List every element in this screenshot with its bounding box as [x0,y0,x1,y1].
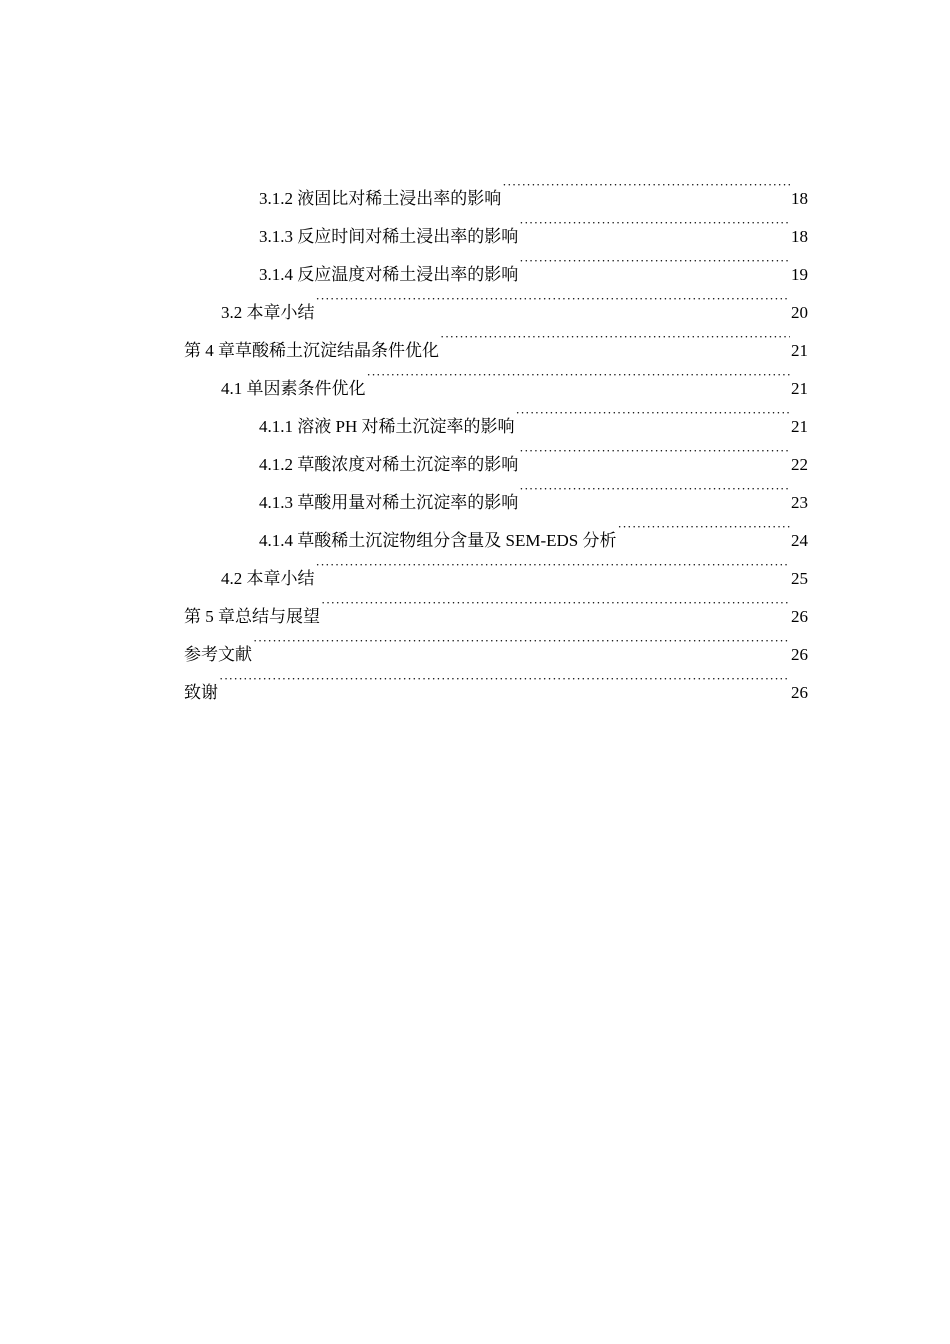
toc-entry[interactable] [184,660,808,702]
toc-entry-title: 3.1.4 反应温度对稀土浸出率的影响 [259,265,519,284]
toc-dot-leader [253,622,790,660]
toc-entry-page: 21 [791,341,808,360]
toc-entry-page: 21 [791,417,808,436]
toc-dot-leader [316,546,791,584]
toc-entry[interactable] [184,166,808,208]
toc-dot-leader [321,584,790,622]
toc-entry-page: 21 [791,379,808,398]
toc-entry-title: 参考文献 [184,645,252,664]
toc-dot-leader [440,318,790,356]
toc-entry-page: 19 [791,265,808,284]
toc-dot-leader [316,280,791,318]
toc-dot-leader [519,470,790,508]
toc-entry-title: 4.1.4 草酸稀土沉淀物组分含量及 SEM-EDS 分析 [259,531,617,550]
toc-dot-leader [219,660,790,698]
toc-dot-leader [519,432,790,470]
toc-entry-page: 20 [791,303,808,322]
toc-entry[interactable] [184,622,808,664]
toc-entry-title: 4.1 单因素条件优化 [221,379,366,398]
toc-entry-page: 26 [791,683,808,702]
toc-entry-title: 第 5 章总结与展望 [184,607,320,626]
table-of-contents [184,166,808,702]
toc-entry-title: 3.1.2 液固比对稀土浸出率的影响 [259,189,502,208]
toc-entry-page: 25 [791,569,808,588]
toc-entry-title: 致谢 [184,683,218,702]
toc-dot-leader [502,166,790,204]
toc-entry-title: 4.1.3 草酸用量对稀土沉淀率的影响 [259,493,519,512]
toc-entry-page: 26 [791,645,808,664]
toc-entry-title: 4.2 本章小结 [221,569,315,588]
toc-dot-leader [515,394,790,432]
toc-dot-leader [519,204,790,242]
toc-dot-leader [617,508,790,546]
toc-entry-page: 26 [791,607,808,626]
toc-entry-page: 23 [791,493,808,512]
toc-dot-leader [519,242,790,280]
toc-entry-title: 3.2 本章小结 [221,303,315,322]
toc-entry-page: 22 [791,455,808,474]
toc-entry-page: 18 [791,189,808,208]
toc-entry-title: 4.1.1 溶液 PH 对稀土沉淀率的影响 [259,417,515,436]
toc-entry-page: 18 [791,227,808,246]
toc-entry-title: 4.1.2 草酸浓度对稀土沉淀率的影响 [259,455,519,474]
toc-entry-title: 3.1.3 反应时间对稀土浸出率的影响 [259,227,519,246]
toc-entry-page: 24 [791,531,808,550]
toc-dot-leader [367,356,791,394]
toc-entry-title: 第 4 章草酸稀土沉淀结晶条件优化 [184,341,439,360]
